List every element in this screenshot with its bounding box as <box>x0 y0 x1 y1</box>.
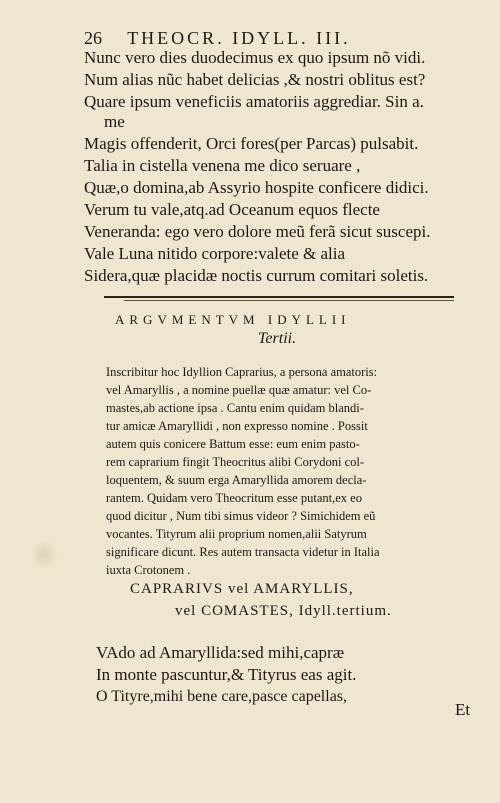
argument-title: ARGVMENTVM IDYLLII <box>115 312 351 327</box>
argument-line: rantem. Quidam vero Theocritum esse putant,ex eo <box>106 491 362 505</box>
argument-line: mastes,ab actione ipsa . Cantu enim quidam blandi- <box>106 401 364 415</box>
argument-line: significare dicunt. Res autem transacta videtur in Italia <box>106 545 380 559</box>
argument-line: rem caprarium fingit Theocritus alibi Corydoni col- <box>106 455 365 469</box>
idyll-line: VAdo ad Amaryllida:sed mihi,capræ <box>96 643 345 662</box>
running-title: THEOCR. IDYLL. III. <box>127 28 351 48</box>
argument-line: tur amicæ Amaryllidi , non expresso nomine . Possit <box>106 419 368 433</box>
idyll-line: O Tityre,mihi bene care,pasce capellas, <box>96 688 348 705</box>
page-number: 26 <box>84 28 102 48</box>
poem-line: Verum tu vale,atq.ad Oceanum equos flecte <box>84 200 380 219</box>
poem-line: Quare ipsum veneficiis amatoriis aggrediar. Sin a. <box>84 92 424 111</box>
poem-line: Sidera,quæ placidæ noctis currum comitari soletis. <box>84 266 429 285</box>
speakers-heading-continued: vel COMASTES, Idyll.tertium. <box>175 603 392 619</box>
poem-line: Nunc vero dies duodecimus ex quo ipsum nõ vidi. <box>84 48 426 67</box>
speakers-heading: CAPRARIVS vel AMARYLLIS, <box>130 581 354 597</box>
poem-line: Quæ,o domina,ab Assyrio hospite conficere didici. <box>84 178 429 197</box>
idyll-line: In monte pascuntur,& Tityrus eas agit. <box>96 665 357 684</box>
argument-line: vel Amaryllis , a nomine puellæ quæ amatur: vel Co- <box>106 383 372 397</box>
argument-line: iuxta Crotonem . <box>106 563 191 577</box>
argument-line: Inscribitur hoc Idyllion Caprarius, a persona amatoris: <box>106 365 378 379</box>
poem-line: me <box>104 112 125 131</box>
catchword: Et <box>455 700 471 719</box>
ornamental-rule <box>104 296 454 298</box>
argument-line: quod dicitur , Num tibi simus videor ? Simichidem eũ <box>106 509 376 523</box>
argument-line: autem quis conicere Battum esse: eum enim pasto- <box>106 437 360 451</box>
paper-stain <box>30 540 58 570</box>
argument-line: vocantes. Tityrum alii proprium nomen,alii Satyrum <box>106 527 367 541</box>
argument-line: loquentem, & suum erga Amaryllida amorem decla- <box>106 473 367 487</box>
running-header <box>84 28 464 49</box>
poem-line: Veneranda: ego vero dolore meũ ferã sicut suscepi. <box>84 222 431 241</box>
poem-line: Magis offenderit, Orci fores(per Parcas) pulsabit. <box>84 134 419 153</box>
poem-line: Num alias nũc habet delicias ,& nostri oblitus est? <box>84 70 426 89</box>
poem-line: Talia in cistella venena me dico seruare , <box>84 156 361 175</box>
poem-line: Vale Luna nitido corpore:valete & alia <box>84 244 346 263</box>
argument-subtitle: Tertii. <box>258 330 297 347</box>
